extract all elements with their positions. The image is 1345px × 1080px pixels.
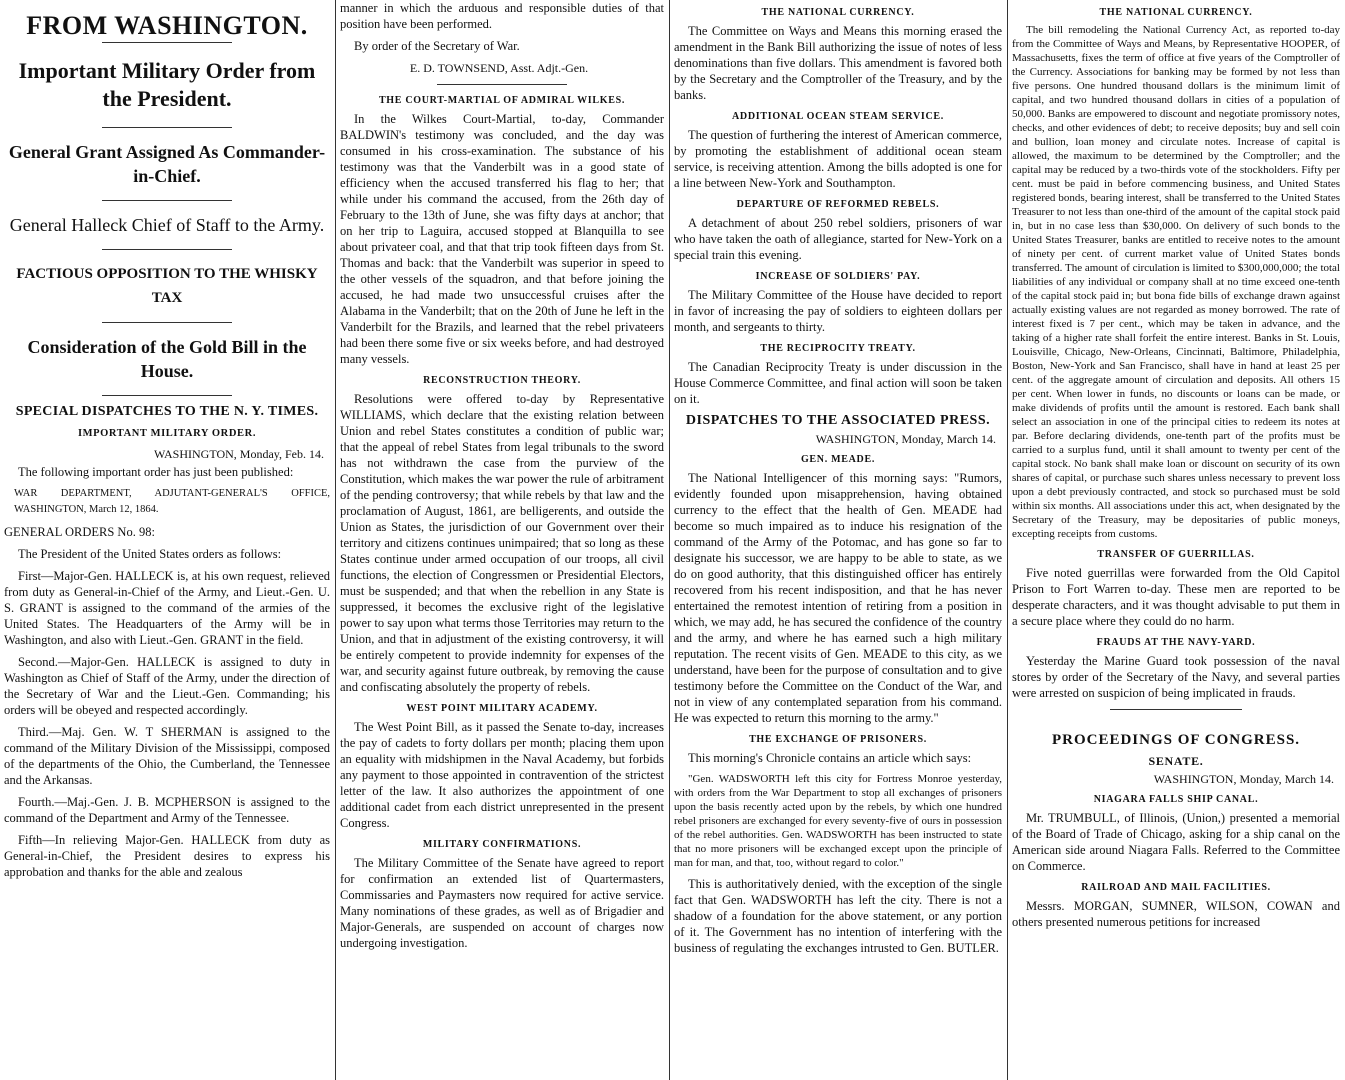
section-heading: FRAUDS AT THE NAVY-YARD. <box>1096 637 1256 648</box>
main-headline: FROM WASHINGTON. <box>26 11 308 40</box>
order-header: WAR DEPARTMENT, ADJUTANT-GENERAL'S OFFICE, WASHINGTON, March 12, 1864. <box>14 488 330 515</box>
divider <box>102 249 232 250</box>
divider <box>102 127 232 128</box>
associated-press-heading: DISPATCHES TO THE ASSOCIATED PRESS. <box>685 413 991 428</box>
paragraph: The Committee on Ways and Means this morning erased the amendment in the Bank Bill authorizing the issue of notes of less denominations than five dollars. This amendment is favored both by the Secretary and the Comptroller of the Treasury, and by the banks. <box>674 24 1002 102</box>
section-heading: THE NATIONAL CURRENCY. <box>761 7 915 18</box>
paragraph: Messrs. MORGAN, SUMNER, WILSON, COWAN and others presented numerous petitions for increased <box>1012 899 1340 929</box>
section-heading: RAILROAD AND MAIL FACILITIES. <box>1081 882 1271 893</box>
section-heading: IMPORTANT MILITARY ORDER. <box>77 428 257 439</box>
quoted-paragraph: "Gen. WADSWORTH left this city for Fortress Monroe yesterday, with orders from the War Department to stop all exchanges of prisoners upon the basis recently acted upon by the rebels, by which one hundred rebel prisoners are exchanged for every seventy-five of ours in possession of the rebel authorities. Gen. WADSWORTH has been instructed to state that no more prisoners will be exchanged except upon the principle of man for man, and that, too, without regard to color." <box>674 773 1002 869</box>
paragraph: The Military Committee of the Senate have agreed to report for confirmation an extended list of Quartermasters, Commissaries and Paymasters now required for active service. Many nominations of these grades, as well as of Brigadier and Major-Generals, are suspended on account of charges now undergoing investigation. <box>340 856 664 950</box>
section-heading: THE NATIONAL CURRENCY. <box>1099 7 1253 18</box>
paragraph: manner in which the arduous and responsible duties of that position have been performed. <box>340 1 664 31</box>
deck-2: General Grant Assigned As Commander-in-Chief. <box>8 142 326 186</box>
section-heading: NIAGARA FALLS SHIP CANAL. <box>1093 794 1259 805</box>
paragraph: The Canadian Reciprocity Treaty is under discussion in the House Commerce Committee, and final action will soon be taken on it. <box>674 360 1002 406</box>
divider <box>102 42 232 43</box>
paragraph: The question of furthering the interest of American commerce, by promoting the establishment of additional ocean steam service, is receiving attention. Among the bills adopted is one for a line between New-York and Southampton. <box>674 128 1002 190</box>
section-heading: THE EXCHANGE OF PRISONERS. <box>749 734 927 745</box>
paragraph: In the Wilkes Court-Martial, to-day, Commander BALDWIN's testimony was concluded, and the day was consumed in his cross-examination. The substance of his testimony was that the Vanderbilt was in a good state of efficiency when the accused transferred his flag to her; that while under his command the accused, from the 26th day of February to the 13th of June, she was fifty days at anchor; that on her trip to Laguira, accused stopped at Blanquilla to see about privateer coal, and that that trip took fifteen days from St. Thomas and back: that the Vanderbilt was superior in speed to the other vessels of the squadron, and that before joining the accused, he had made two unsuccessful cruises after the Alabama in the Vanderbilt; that on the 20th of June he left in the Vanderbilt for the Brazils, and learned that the rebel privateers had been there some five or six weeks before, and had destroyed many vessels. <box>340 112 664 366</box>
divider <box>102 395 232 396</box>
section-heading: MILITARY CONFIRMATIONS. <box>422 839 582 850</box>
paragraph: The President of the United States orders as follows: <box>18 547 282 561</box>
dateline: WASHINGTON, Monday, Feb. 14. <box>154 447 324 461</box>
paragraph: By order of the Secretary of War. <box>354 39 520 53</box>
paragraph: Yesterday the Marine Guard took possession of the naval stores by order of the Secretary of the Navy, and several parties were arrested on suspicion of being implicated in frauds. <box>1012 654 1340 700</box>
dateline: WASHINGTON, Monday, March 14. <box>815 432 996 446</box>
proceedings-heading: PROCEEDINGS OF CONGRESS. <box>1051 732 1301 748</box>
column-rule <box>669 0 670 1080</box>
column-2 <box>340 0 664 1080</box>
paragraph: This is authoritatively denied, with the exception of the single fact that Gen. WADSWORTH has left the city. There is not a shadow of a foundation for the above statement, or any portion of it. The Government has no intention of interfering with the business of regulating the exchanges intrusted to Gen. BUTLER. <box>674 877 1002 955</box>
paragraph: Resolutions were offered to-day by Representative WILLIAMS, which declare that the existing relation between Union and rebel States constitutes a condition of public war; that the appeal of rebel States from legal tribunals to the sword has not withdrawn the case from the purview of the Constitution, which makes the war power the rule of arbitrament of the pending controversy; that while rebels by that law and the proclamation of August, 1861, are belligerents, and outside the Union as States, the jurisdiction of our Government over their territory and citizens continues unimpaired; that so long as these States continue under armed occupation of our troops, all civil functions, the election of Congressmen or Presidential Electors, must be suspended; and that when the rebellion in any State is suppressed, it becomes the exclusive right of the legislative power to say upon what terms those Territories may return to the Union, and that in adjustment of the existing controversy, it will be entirely competent to provide indemnity for expenses of the war, and security against future outbreak, by removing the cause and confiscating absolutely the property of rebels. <box>340 392 664 694</box>
paragraph: The West Point Bill, as it passed the Senate to-day, increases the pay of cadets to forty dollars per month; placing them upon an equality with midshipmen in the Naval Academy, but forbids any payment to those appointed in contravention of the strictest letter of the law. It also authorizes the appointment of one additional cadet from each district unrepresented in the present Congress. <box>340 720 664 830</box>
paragraph: The bill remodeling the National Currency Act, as reported to-day from the Committee of Ways and Means, by Representative HOOPER, of Massachusetts, fixes the term of office at five years of the Comptroller of the Currency. Associations for banking may be formed by not less than five persons. One hundred thousand dollars is the minimum limit of capital, and two hundred thousand dollars in cities of a population of 50,000. Banks are empowered to discount and negotiate promissory notes, checks, and other evidences of debt; to receive deposits; buy and sell coin and bullion, loan money and circulate notes. Increase of capital is allowed, the maximum to be determined by the Comptroller; and the capital may be reduced by a two-thirds vote of the stockholders. Fifty per cent. must be paid in before commencing business, and United States registered bonds, bearing interest, shall be transferred to the United States Treasurer to not less than one-third of the amount of the capital stock paid in, but in no case less than $30,000. On delivery of such bonds to the United States Treasurer, banks are entitled to receive notes to the amount of ninety per cent. of current market value of United States bonds transferred. The amount of circulation is limited to $300,000,000; the total liabilities of any individual or company shall at no time exceed one-tenth of the capital stock paid in; but bona fide bills of exchange drawn against actually existing values are not regarded as money borrowed. The rate of interest fixed is 7 per cent., which may be taken in advance, and the taking of a higher rate shall forfeit the entire interest. Banks in St. Louis, Louisville, Chicago, New-Orleans, Cincinnati, Baltimore, Philadelphia, Boston, New-York and San Francisco, shall have in hand at least 25 per cent. of the aggregate amount of circulation and deposits. All others 15 per cent. When lower in funds, no discounts or loans can be made, or make dividends of profits until the amount is restored. Each bank shall select an association in one of the principal cities to redeem its notes at par. Before declaring dividends, one-tenth part of the profits must be carried to a surplus fund, until it shall amount to twenty per cent of the capital stock. No bank shall make loan or discount on security of its own shares of capital, or purchase such shares unless necessary to prevent loss upon a debt previously contracted, and stock so purchased must be sold within six months. All associations under this act, when designated by the Secretary of the Treasury, may be depositaries of public moneys, excepting receipts from customs. <box>1012 24 1340 540</box>
paragraph: The National Intelligencer of this morning says: "Rumors, evidently founded upon misapprehension, having obtained currency to the effect that the health of Gen. MEADE had become so much impaired as to induce his resignation of the command of the Army of the Potomac, and has gone so far to designate his successor, we are happy to be able to state, as we do on good authority, that this distinguished officer has entirely recovered from his recent indisposition, and that he has never entertained the remotest intention of retiring from a position in which, we may add, he has secured the confidence of the country and the army, and where he has earned such a high military reputation. The recent visits of Gen. MEADE to this city, as we understand, have been for the purpose of consultation and to give testimony before the Committee on the Conduct of the War, and not in view of any contemplated separation from his command. He was expected to return this morning to the army." <box>674 471 1002 725</box>
paragraph: Second.—Major-Gen. HALLECK is assigned to duty in Washington as Chief of Staff of the Army, under the direction of the Secretary of War and the Lieut.-Gen. Commanding; his orders will be obeyed and respected accordingly. <box>4 655 330 717</box>
section-heading: DEPARTURE OF REFORMED REBELS. <box>736 199 940 210</box>
column-1 <box>4 0 330 1080</box>
divider <box>102 322 232 323</box>
paragraph: The following important order has just been published: <box>18 465 294 479</box>
paragraph: The Military Committee of the House have decided to report in favor of increasing the pay of soldiers to eighteen dollars per month, and sergeants to thirty. <box>674 288 1002 334</box>
divider <box>102 200 232 201</box>
signature: E. D. TOWNSEND, Asst. Adjt.-Gen. <box>409 61 589 75</box>
section-heading: ADDITIONAL OCEAN STEAM SERVICE. <box>732 111 944 122</box>
deck-4: FACTIOUS OPPOSITION TO THE WHISKY TAX <box>16 266 318 306</box>
paragraph: Five noted guerrillas were forwarded from the Old Capitol Prison to Fort Warren to-day. These men are reported to be desperate characters, and it was thought advisable to put them in a secure place where they could do no harm. <box>1012 566 1340 628</box>
special-dispatches-heading: SPECIAL DISPATCHES TO THE N. Y. TIMES. <box>15 404 319 419</box>
section-heading: WEST POINT MILITARY ACADEMY. <box>406 703 598 714</box>
paragraph: Mr. TRUMBULL, of Illinois, (Union,) presented a memorial of the Board of Trade of Chicago, asking for a ship canal on the American side around Niagara Falls. Referred to the Committee on Commerce. <box>1012 811 1340 873</box>
section-heading: RECONSTRUCTION THEORY. <box>423 375 581 386</box>
column-3 <box>674 0 1002 1080</box>
section-heading: SENATE. <box>1148 754 1204 768</box>
paragraph: Third.—Maj. Gen. W. T SHERMAN is assigned to the command of the Military Division of the Mississippi, composed of the departments of the Ohio, the Cumberland, the Tennessee and the Arkansas. <box>4 725 330 787</box>
paragraph: Fifth—In relieving Major-Gen. HALLECK from duty as General-in-Chief, the President desires to express his approbation and thanks for the able and zealous <box>4 833 330 879</box>
dateline: WASHINGTON, Monday, March 14. <box>1153 772 1334 786</box>
column-4 <box>1012 0 1340 1080</box>
deck-5: Consideration of the Gold Bill in the House. <box>27 337 307 381</box>
column-rule <box>335 0 336 1080</box>
section-heading: THE COURT-MARTIAL OF ADMIRAL WILKES. <box>378 95 626 106</box>
section-heading: THE RECIPROCITY TREATY. <box>760 343 916 354</box>
paragraph: First—Major-Gen. HALLECK is, at his own request, relieved from duty as General-in-Chief of the Army, and Lieut.-Gen. U. S. GRANT is assigned to the command of the armies of the United States. The Headquarters of the Army will be in Washington, and also with Lieut.-Gen. GRANT in the field. <box>4 569 330 647</box>
paragraph: A detachment of about 250 rebel soldiers, prisoners of war who have taken the oath of allegiance, started for New-York on a special train this evening. <box>674 216 1002 262</box>
paragraph: This morning's Chronicle contains an article which says: <box>688 751 972 765</box>
divider <box>1110 709 1241 710</box>
deck-1: Important Military Order from the President. <box>18 58 316 111</box>
divider <box>437 84 567 85</box>
section-heading: GEN. MEADE. <box>800 454 876 465</box>
section-heading: TRANSFER OF GUERRILLAS. <box>1097 549 1255 560</box>
order-number: GENERAL ORDERS No. 98: <box>4 525 155 539</box>
paragraph: Fourth.—Maj.-Gen. J. B. MCPHERSON is assigned to the command of the Department and Army of the Tennessee. <box>4 795 330 825</box>
deck-3: General Halleck Chief of Staff to the Army. <box>9 215 325 235</box>
column-rule <box>1007 0 1008 1080</box>
section-heading: INCREASE OF SOLDIERS' PAY. <box>755 271 921 282</box>
